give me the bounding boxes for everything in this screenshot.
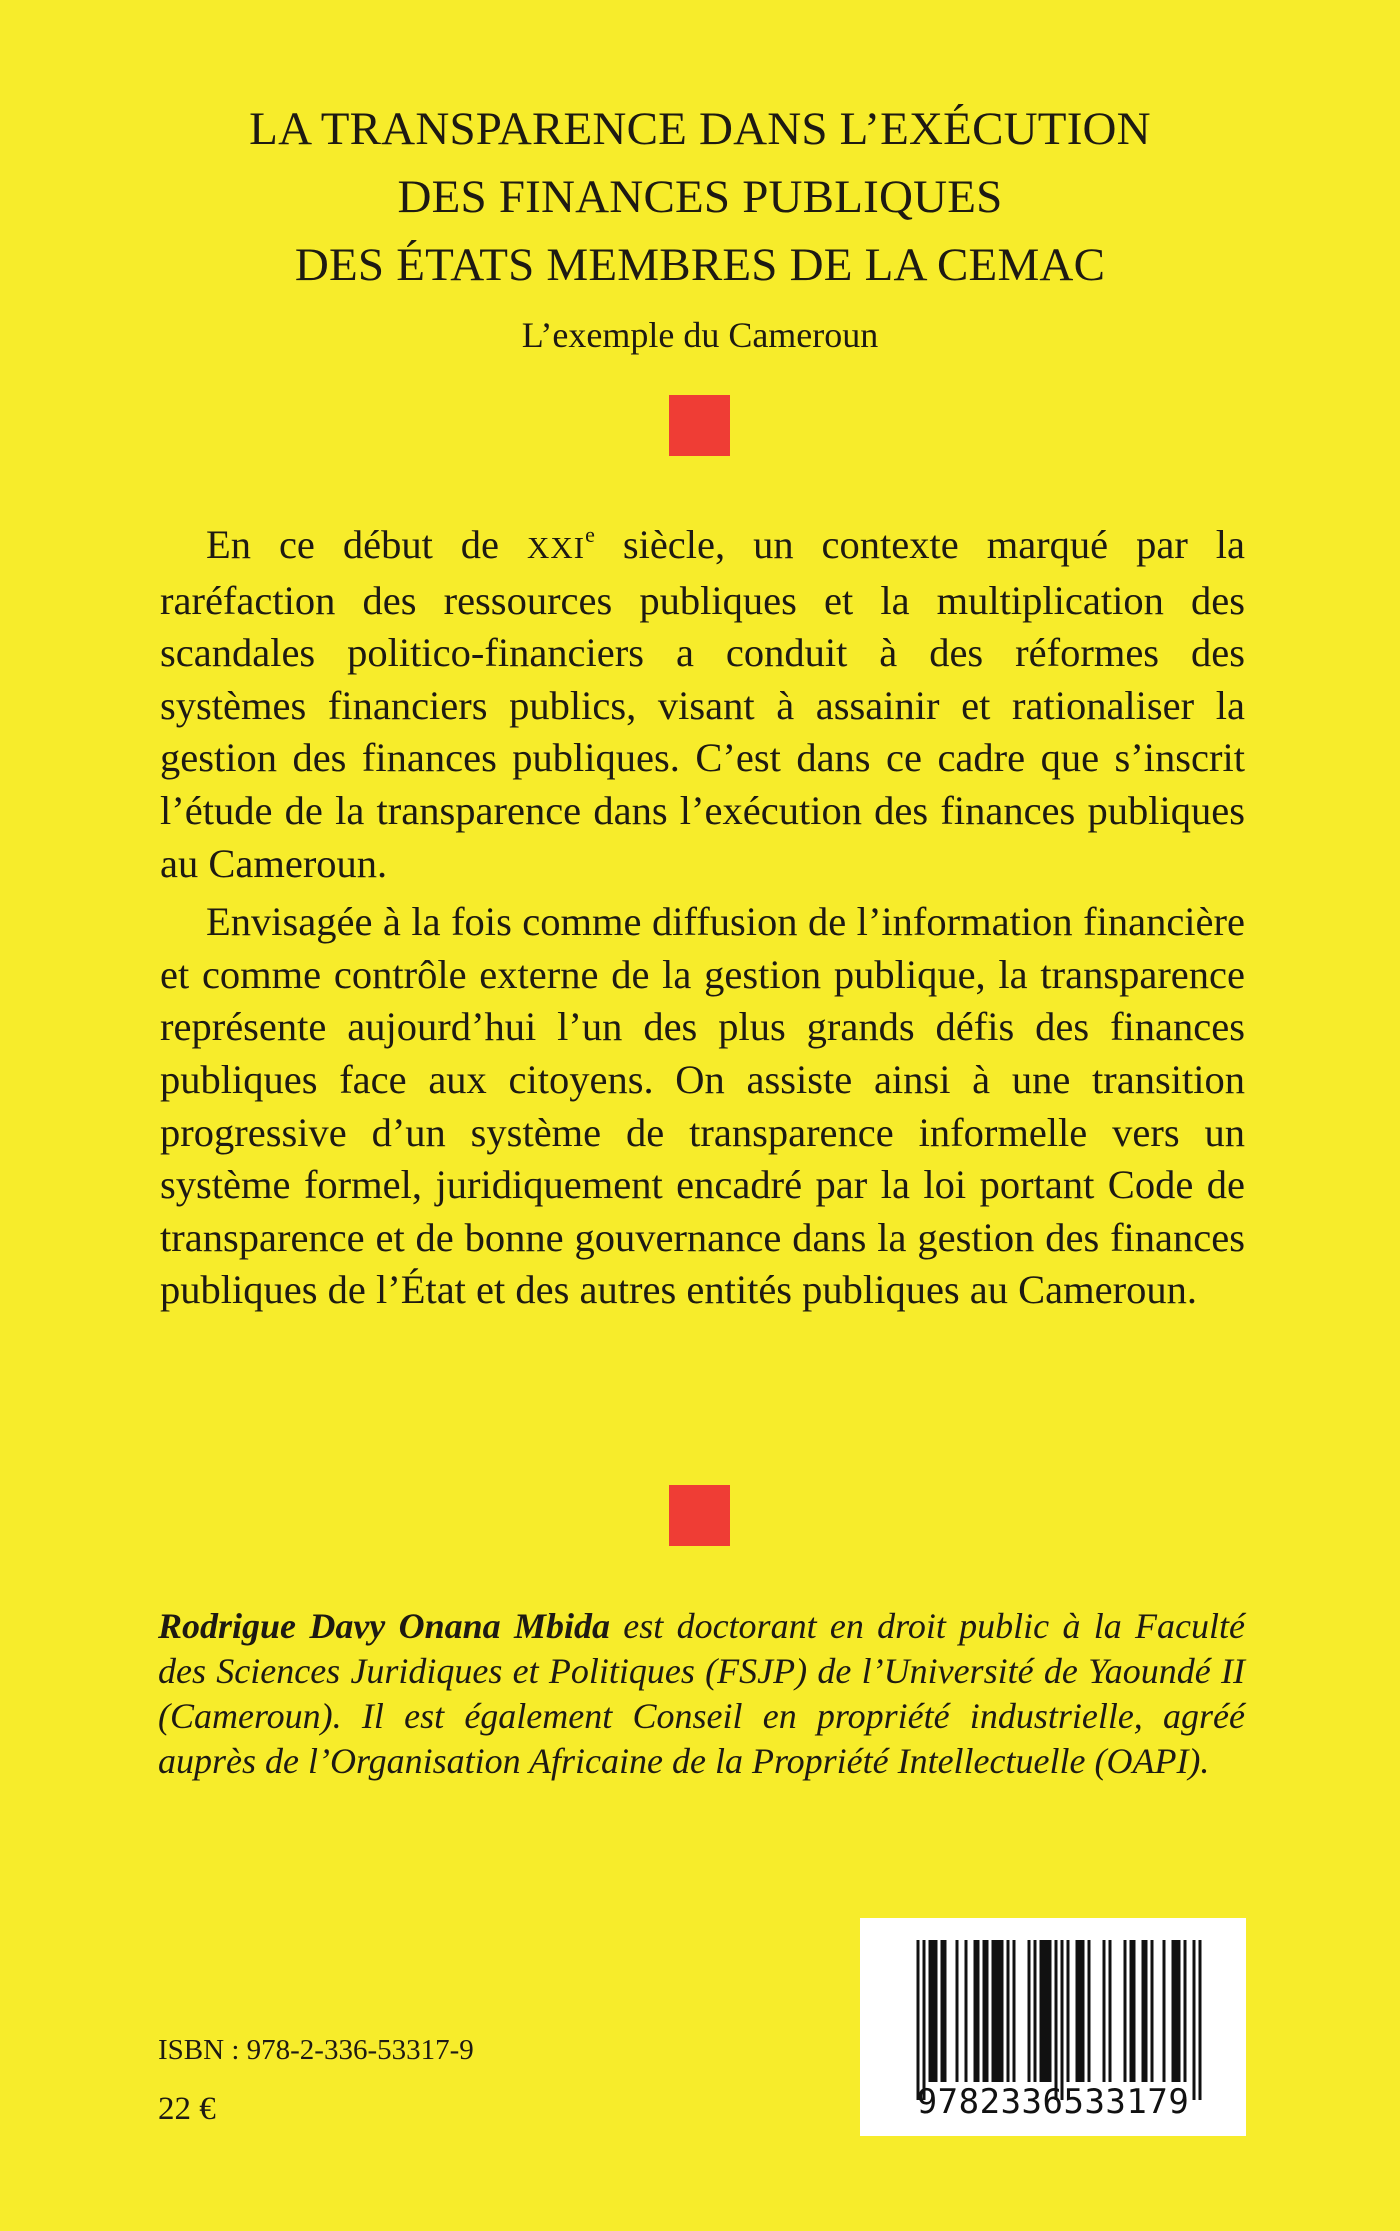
barcode-bar [1199,1940,1202,2100]
barcode-bar [1001,1940,1004,2082]
summary-paragraph-2: Envisagée à la fois comme diffusion de l’information financière et comme contrôle externe de la gestion publique, la transparence représente aujourd’hui l’un des plus grands défis des finances publiques face aux citoyens. On assiste ainsi à une transition progressive d’un système de transparence informelle vers un système formel, juridiquement encadré par la loi portant Code de transparence et de bonne gouvernance dans la gestion des finances publiques de l’État et des autres entités publiques au Cameroun. [160,899,1245,1313]
author-bio [158,1604,1245,1784]
summary-text [160,519,1245,1317]
barcode-bar [998,1940,1001,2082]
barcode-bar [1007,1940,1010,2082]
barcode-bar [1061,1940,1064,2100]
barcode-bar [995,1940,998,2082]
barcode-bar [1034,1940,1037,2082]
barcode-bar [992,1940,995,2082]
barcode-bar [1175,1940,1178,2082]
barcode-bar [986,1940,989,2082]
book-title-line-2: DES FINANCES PUBLIQUES [397,171,1003,223]
barcode-bar [932,1940,935,2082]
barcode-bar [1028,1940,1031,2082]
barcode-bar [917,1940,920,2100]
barcode-bar [1151,1940,1154,2082]
price-text: 22 € [158,2091,216,2127]
barcode-bar [1142,1940,1145,2082]
barcode-digits: 9782336533179 [916,2082,1190,2122]
century-superscript: e [585,522,595,547]
barcode-bar [974,1940,977,2082]
barcode-bar [1013,1940,1016,2082]
barcode-bar [1124,1940,1127,2082]
summary-paragraph-1: En ce début de XXIe siècle, un contexte marqué par la raréfaction des ressources publiques et la multiplication des scandales politico-financiers a conduit à des réformes des systèmes financiers publics, visant à assainir et rationaliser la gestion des finances publiques. C’est dans ce cadre que s’inscrit l’étude de la transparence dans l’exécution des finances publiques au Cameroun. [160,522,1245,886]
barcode-bar [1088,1940,1091,2082]
book-title-line-1: LA TRANSPARENCE DANS L’EXÉCUTION [249,103,1151,155]
barcode-bar [1184,1940,1187,2082]
book-title-line-3: DES ÉTATS MEMBRES DE LA CEMAC [294,239,1106,291]
barcode-bar [1109,1940,1112,2082]
barcode-bar [977,1940,980,2082]
barcode-bar [1145,1940,1148,2082]
title-block [0,95,1400,357]
red-square-ornament-top [669,395,730,456]
barcode-bar [944,1940,947,2082]
barcode-bar [1178,1940,1181,2082]
barcode-bar [1163,1940,1166,2082]
barcode-bar [956,1940,959,2082]
barcode-bar [1055,1940,1058,2100]
book-subtitle: L’exemple du Cameroun [521,315,879,355]
barcode-bar [1079,1940,1082,2082]
barcode-bar [1133,1940,1136,2082]
barcode-bar [1046,1940,1049,2082]
barcode-bar [1043,1940,1046,2082]
century-numeral: XXI [526,530,586,565]
barcode-bar [1067,1940,1070,2082]
isbn-text: ISBN : 978-2-336-53317-9 [158,2034,474,2066]
barcode-bar [965,1940,968,2082]
barcode-bar [935,1940,938,2082]
barcode-bar [1076,1940,1079,2082]
barcode-bar [1172,1940,1175,2082]
barcode [860,1918,1246,2136]
barcode-bar [941,1940,944,2082]
author-bio-text: est doctorant en droit public à la Faculté des Sciences Juridiques et Politiques (FSJP) de l’Université de Yaoundé II (Cameroun). Il est également Conseil en propriété industrielle, agréé auprès de l’Organisation Africaine de la Propriété Intellectuelle (OAPI). [158,1606,1246,1781]
barcode-bar [1193,1940,1196,2100]
barcode-bar [983,1940,986,2082]
barcode-bar [1049,1940,1052,2082]
barcode-bar [1130,1940,1133,2082]
barcode-bar [923,1940,926,2100]
red-square-ornament-bottom [669,1485,730,1546]
barcode-bar [1040,1940,1043,2082]
barcode-bar [1103,1940,1106,2082]
barcode-bar [1082,1940,1085,2082]
author-name: Rodrigue Davy Onana Mbida [158,1606,610,1646]
barcode-bar [929,1940,932,2082]
